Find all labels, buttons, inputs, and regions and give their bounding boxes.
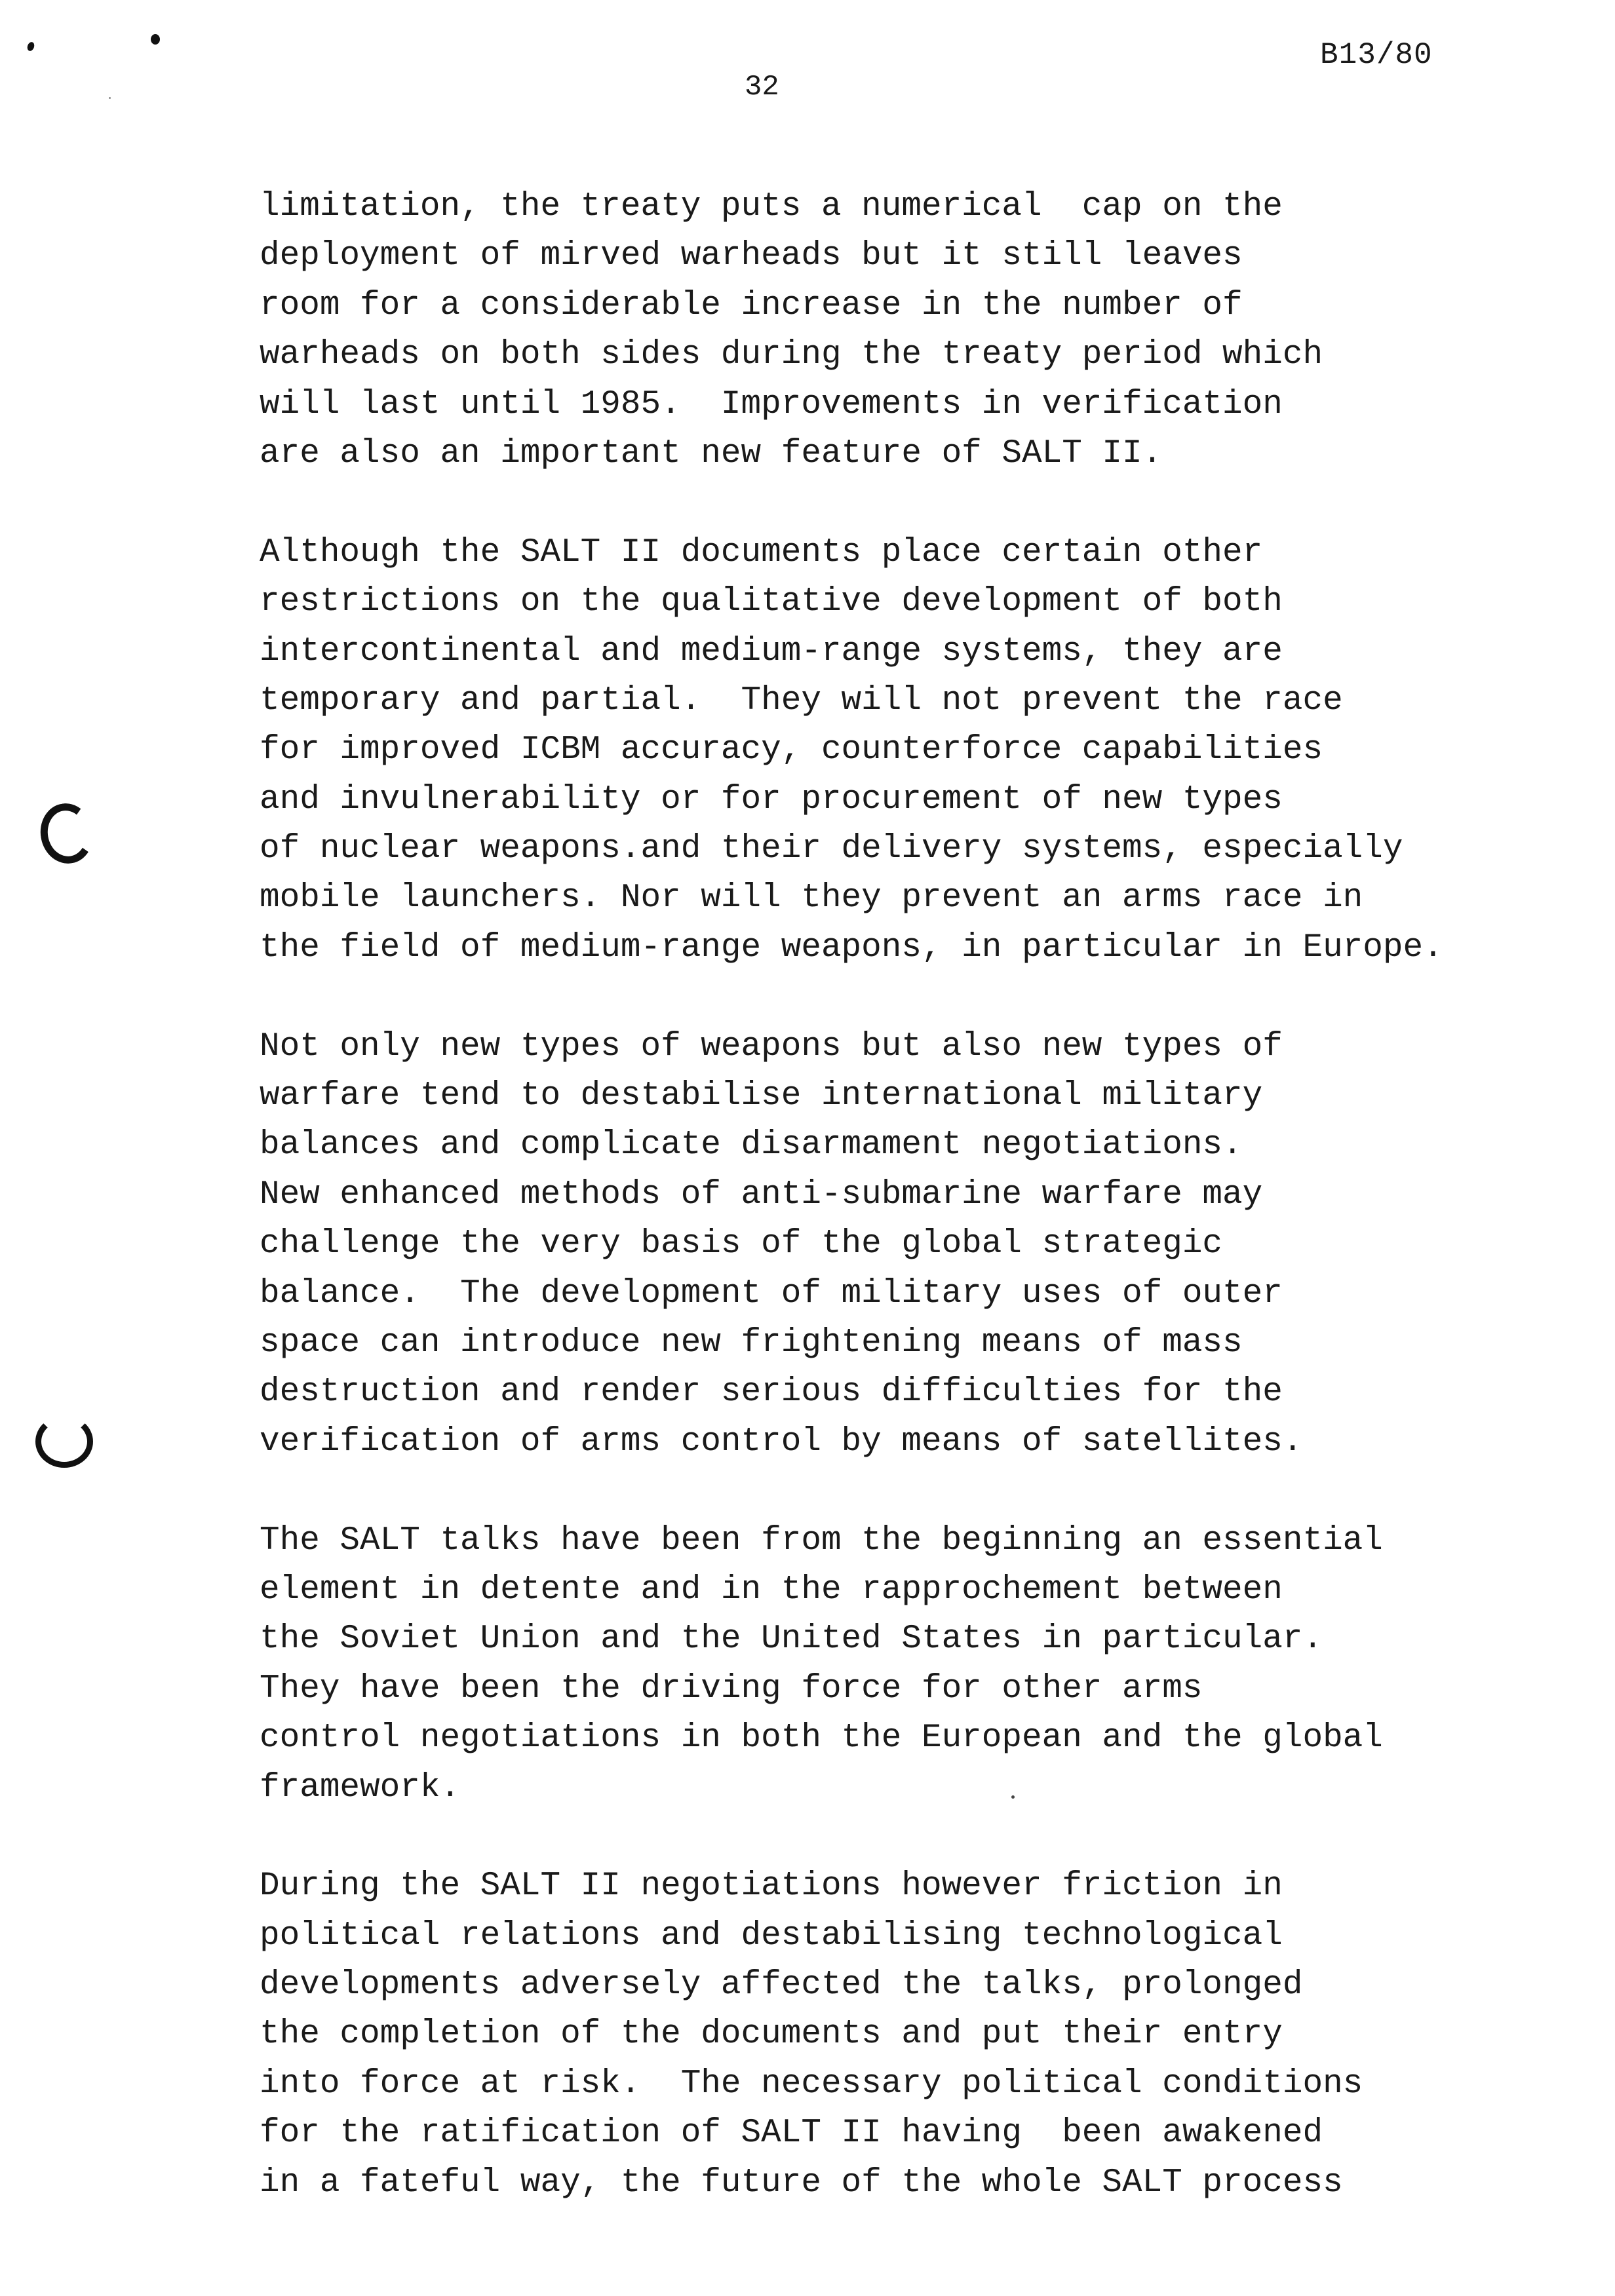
text-line: mobile launchers. Nor will they prevent an arms race in [260,879,1363,917]
text-line: the completion of the documents and put their entry [260,2016,1283,2054]
text-line: are also an important new feature of SALT II. [260,434,1163,472]
text-line: element in detente and in the rapprochement between [260,1571,1283,1609]
text-line: warheads on both sides during the treaty period which [260,336,1323,374]
text-line: and invulnerability or for procurement of new types [260,780,1283,818]
paragraph [260,182,1439,478]
paragraph [260,1862,1439,2208]
text-line: balance. The development of military uses of outer [260,1274,1283,1312]
paragraph [260,1516,1439,1812]
text-line: control negotiations in both the European and the global [260,1719,1383,1757]
text-line: limitation, the treaty puts a numerical cap on the [260,188,1283,225]
text-line: into force at risk. The necessary political conditions [260,2065,1363,2103]
page-number: 32 [745,71,779,104]
scan-speck [109,97,111,99]
text-line: for improved ICBM accuracy, counterforce capabilities [260,731,1323,769]
text-line: the field of medium-range weapons, in particular in Europe. [260,928,1443,966]
text-line: political relations and destabilising technological [260,1917,1283,1955]
text-line: for the ratification of SALT II having been awakened [260,2114,1323,2152]
punch-hole-mark [35,1415,93,1468]
text-line: deployment of mirved warheads but it still leaves [260,237,1243,275]
paragraph-gap [260,1812,1439,1862]
punch-hole-mark [36,799,98,868]
paragraph-gap [260,972,1439,1022]
paragraph-gap [260,1466,1439,1516]
text-line: The SALT talks have been from the beginning an essential [260,1521,1383,1559]
document-reference: B13/80 [1320,38,1433,72]
text-line: will last until 1985. Improvements in verification [260,385,1283,423]
text-line: the Soviet Union and the United States in particular. [260,1620,1323,1658]
text-line: space can introduce new frightening means of mass [260,1324,1243,1362]
scan-mark [151,34,160,45]
text-line: room for a considerable increase in the number of [260,286,1243,324]
text-line: developments adversely affected the talks, prolonged [260,1966,1303,2004]
text-line: of nuclear weapons.and their delivery systems, especially [260,830,1403,868]
text-line: temporary and partial. They will not prevent the race [260,681,1343,719]
text-line: restrictions on the qualitative development of both [260,583,1283,621]
text-line: intercontinental and medium-range systems, they are [260,632,1283,670]
text-line: verification of arms control by means of satellites. [260,1423,1303,1461]
text-line: framework. [260,1769,461,1807]
text-line: Not only new types of weapons but also new types of [260,1027,1283,1065]
paragraph [260,528,1443,973]
text-line: challenge the very basis of the global strategic [260,1225,1223,1263]
paragraph [260,1022,1439,1467]
paragraph-gap [260,478,1439,527]
text-line: New enhanced methods of anti-submarine warfare may [260,1176,1263,1214]
scan-mark [26,41,35,52]
text-line: warfare tend to destabilise international military [260,1077,1263,1115]
text-line: destruction and render serious difficulties for the [260,1373,1283,1411]
text-line: During the SALT II negotiations however friction in [260,1867,1283,1905]
text-line: They have been the driving force for other arms [260,1670,1203,1708]
text-line: balances and complicate disarmament negotiations. [260,1126,1243,1164]
body-text [260,182,1443,2208]
text-line: in a fateful way, the future of the whole SALT process [260,2164,1343,2202]
text-line: Although the SALT II documents place certain other [260,533,1263,571]
